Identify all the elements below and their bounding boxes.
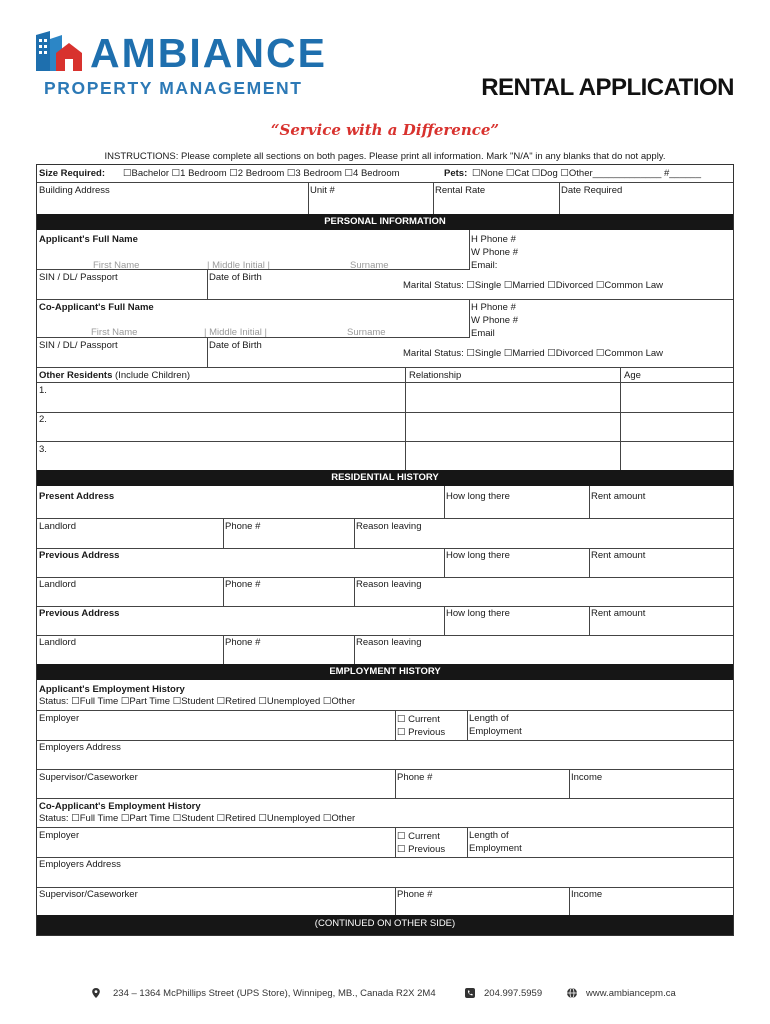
co-applicant-employment-status[interactable]: Status: ☐Full Time ☐Part Time ☐Student ☐Retired ☐Unemployed ☐Other (39, 813, 356, 824)
previous-address-1-field[interactable]: Previous Address (39, 550, 120, 561)
applicant-marital-status[interactable]: Marital Status: ☐Single ☐Married ☐Divorced ☐Common Law (403, 280, 664, 291)
applicant-length-label[interactable]: Length of (469, 713, 509, 724)
previous-2-landlord-phone-field[interactable]: Phone # (225, 637, 261, 648)
applicant-email[interactable]: Email: (471, 260, 498, 271)
divider (37, 798, 733, 799)
divider (37, 518, 733, 519)
applicant-employment-label: Applicant's Employment History (39, 684, 185, 695)
slogan: “Service with a Difference” (270, 121, 500, 139)
divider (37, 412, 733, 413)
co-applicant-supervisor-field[interactable]: Supervisor/Caseworker (39, 889, 138, 900)
co-applicant-employment-length-field[interactable]: Employment (469, 843, 522, 854)
applicant-employment-length-field[interactable]: Employment (469, 726, 522, 737)
first-name-hint: First Name (91, 327, 138, 338)
divider (37, 367, 733, 368)
resident-row-3[interactable]: 3. (39, 444, 47, 455)
co-applicant-employment-label: Co-Applicant's Employment History (39, 801, 201, 812)
divider (37, 382, 733, 383)
present-how-long-field[interactable]: How long there (446, 491, 510, 502)
applicant-supervisor-field[interactable]: Supervisor/Caseworker (39, 772, 138, 783)
divider (223, 577, 224, 607)
applicant-sin-field[interactable]: SIN / DL/ Passport (39, 272, 118, 283)
size-required-options[interactable]: ☐Bachelor ☐1 Bedroom ☐2 Bedroom ☐3 Bedroom ☐4 Bedroom (123, 168, 400, 179)
section-header-residential: RESIDENTIAL HISTORY (37, 470, 733, 486)
section-header-personal: PERSONAL INFORMATION (37, 214, 733, 230)
co-applicant-previous-checkbox[interactable]: ☐ Previous (397, 844, 446, 855)
divider (37, 182, 733, 183)
divider (37, 710, 733, 711)
divider (37, 337, 469, 338)
divider (405, 367, 406, 470)
divider (469, 230, 470, 270)
section-header-employment: EMPLOYMENT HISTORY (37, 664, 733, 680)
divider (308, 182, 309, 214)
co-applicant-employer-address-field[interactable]: Employers Address (39, 859, 121, 870)
co-applicant-home-phone[interactable]: H Phone # (471, 302, 516, 313)
divider (223, 635, 224, 664)
previous-1-how-long-field[interactable]: How long there (446, 550, 510, 561)
divider (444, 486, 445, 519)
divider (354, 635, 355, 664)
divider (37, 827, 733, 828)
size-required-label: Size Required: (39, 168, 105, 179)
resident-row-2[interactable]: 2. (39, 414, 47, 425)
footer-address: 234 – 1364 McPhillips Street (UPS Store), Winnipeg, MB., Canada R2X 2M4 (113, 988, 436, 999)
divider (620, 367, 621, 470)
globe-icon (566, 987, 578, 999)
divider (559, 182, 560, 214)
previous-2-how-long-field[interactable]: How long there (446, 608, 510, 619)
divider (395, 710, 396, 740)
company-logo (36, 31, 356, 101)
rental-application-form (36, 164, 734, 936)
divider (37, 441, 733, 442)
divider (37, 606, 733, 607)
age-header: Age (624, 370, 641, 381)
divider (354, 518, 355, 549)
divider (223, 518, 224, 549)
building-logo-icon (36, 31, 82, 71)
divider (37, 635, 733, 636)
previous-2-rent-field[interactable]: Rent amount (591, 608, 646, 619)
include-children-note: (Include Children) (115, 370, 191, 381)
divider (37, 269, 469, 270)
co-applicant-work-phone[interactable]: W Phone # (471, 315, 518, 326)
divider (207, 337, 208, 367)
previous-1-reason-leaving-field[interactable]: Reason leaving (356, 579, 422, 590)
instructions: INSTRUCTIONS: Please complete all sections on both pages. Please print all information. Mark "N/A" in any blanks that do not apply. (104, 151, 666, 162)
pets-options[interactable]: ☐None ☐Cat ☐Dog ☐Other_____________ #______ (472, 168, 701, 179)
previous-1-rent-field[interactable]: Rent amount (591, 550, 646, 561)
middle-initial-hint: | Middle Initial | (204, 327, 268, 338)
divider (354, 577, 355, 607)
relationship-header: Relationship (409, 370, 462, 381)
brand-name: AMBIANCE (90, 30, 327, 76)
divider (444, 548, 445, 578)
applicant-income-field[interactable]: Income (571, 772, 603, 783)
surname-hint: Surname (347, 327, 386, 338)
resident-row-1[interactable]: 1. (39, 385, 47, 396)
previous-2-reason-leaving-field[interactable]: Reason leaving (356, 637, 422, 648)
previous-1-landlord-phone-field[interactable]: Phone # (225, 579, 261, 590)
continued-banner: (CONTINUED ON OTHER SIDE) (37, 915, 733, 935)
co-applicant-sin-field[interactable]: SIN / DL/ Passport (39, 340, 118, 351)
divider (37, 769, 733, 770)
co-applicant-employer-field[interactable]: Employer (39, 830, 80, 841)
applicant-previous-checkbox[interactable]: ☐ Previous (397, 727, 446, 738)
applicant-dob-field[interactable]: Date of Birth (209, 272, 262, 283)
co-applicant-employer-phone-field[interactable]: Phone # (397, 889, 433, 900)
divider (467, 827, 468, 857)
first-name-hint: First Name (93, 260, 140, 271)
applicant-employer-address-field[interactable]: Employers Address (39, 742, 121, 753)
present-landlord-phone-field[interactable]: Phone # (225, 521, 261, 532)
previous-address-2-field[interactable]: Previous Address (39, 608, 120, 619)
divider (37, 299, 733, 300)
middle-initial-hint: | Middle Initial | (207, 260, 271, 271)
divider (569, 769, 570, 799)
footer-phone[interactable]: 204.997.5959 (484, 988, 543, 999)
co-applicant-income-field[interactable]: Income (571, 889, 603, 900)
present-reason-leaving-field[interactable]: Reason leaving (356, 521, 422, 532)
co-applicant-dob-field[interactable]: Date of Birth (209, 340, 262, 351)
divider (395, 827, 396, 857)
present-landlord-field[interactable]: Landlord (39, 521, 76, 532)
co-applicant-length-label[interactable]: Length of (469, 830, 509, 841)
divider (395, 769, 396, 799)
applicant-employer-phone-field[interactable]: Phone # (397, 772, 433, 783)
co-applicant-marital-status[interactable]: Marital Status: ☐Single ☐Married ☐Divorced ☐Common Law (403, 348, 664, 359)
co-applicant-email[interactable]: Email (471, 328, 495, 339)
previous-1-landlord-field[interactable]: Landlord (39, 579, 76, 590)
divider (207, 269, 208, 299)
divider (433, 182, 434, 214)
pets-label: Pets: (444, 168, 468, 179)
divider (37, 740, 733, 741)
divider (589, 606, 590, 636)
applicant-work-phone[interactable]: W Phone # (471, 247, 518, 258)
surname-hint: Surname (350, 260, 389, 271)
divider (37, 577, 733, 578)
co-applicant-current-checkbox[interactable]: ☐ Current (397, 831, 440, 842)
page-title: RENTAL APPLICATION (481, 74, 734, 101)
brand-subtitle: PROPERTY MANAGEMENT (44, 78, 303, 98)
applicant-name-label: Applicant's Full Name (39, 234, 138, 245)
divider (467, 710, 468, 740)
other-residents-title: Other Residents (39, 370, 113, 381)
divider (589, 486, 590, 519)
phone-icon (464, 987, 476, 999)
date-required-field[interactable]: Date Required (561, 185, 623, 196)
location-pin-icon (90, 987, 102, 999)
divider (395, 887, 396, 915)
divider (37, 887, 733, 888)
unit-field[interactable]: Unit # (310, 185, 335, 196)
applicant-home-phone[interactable]: H Phone # (471, 234, 516, 245)
applicant-current-checkbox[interactable]: ☐ Current (397, 714, 440, 725)
divider (37, 857, 733, 858)
divider (589, 548, 590, 578)
footer-website[interactable]: www.ambiancepm.ca (586, 988, 676, 999)
other-residents-label (39, 370, 190, 381)
rental-rate-field[interactable]: Rental Rate (435, 185, 486, 196)
present-rent-field[interactable]: Rent amount (591, 491, 646, 502)
present-address-field[interactable]: Present Address (39, 491, 115, 502)
applicant-employer-field[interactable]: Employer (39, 713, 80, 724)
building-address-field[interactable]: Building Address (39, 185, 110, 196)
applicant-employment-status[interactable]: Status: ☐Full Time ☐Part Time ☐Student ☐Retired ☐Unemployed ☐Other (39, 696, 356, 707)
divider (37, 548, 733, 549)
previous-2-landlord-field[interactable]: Landlord (39, 637, 76, 648)
divider (569, 887, 570, 915)
co-applicant-name-label: Co-Applicant's Full Name (39, 302, 154, 313)
divider (469, 299, 470, 338)
divider (444, 606, 445, 636)
